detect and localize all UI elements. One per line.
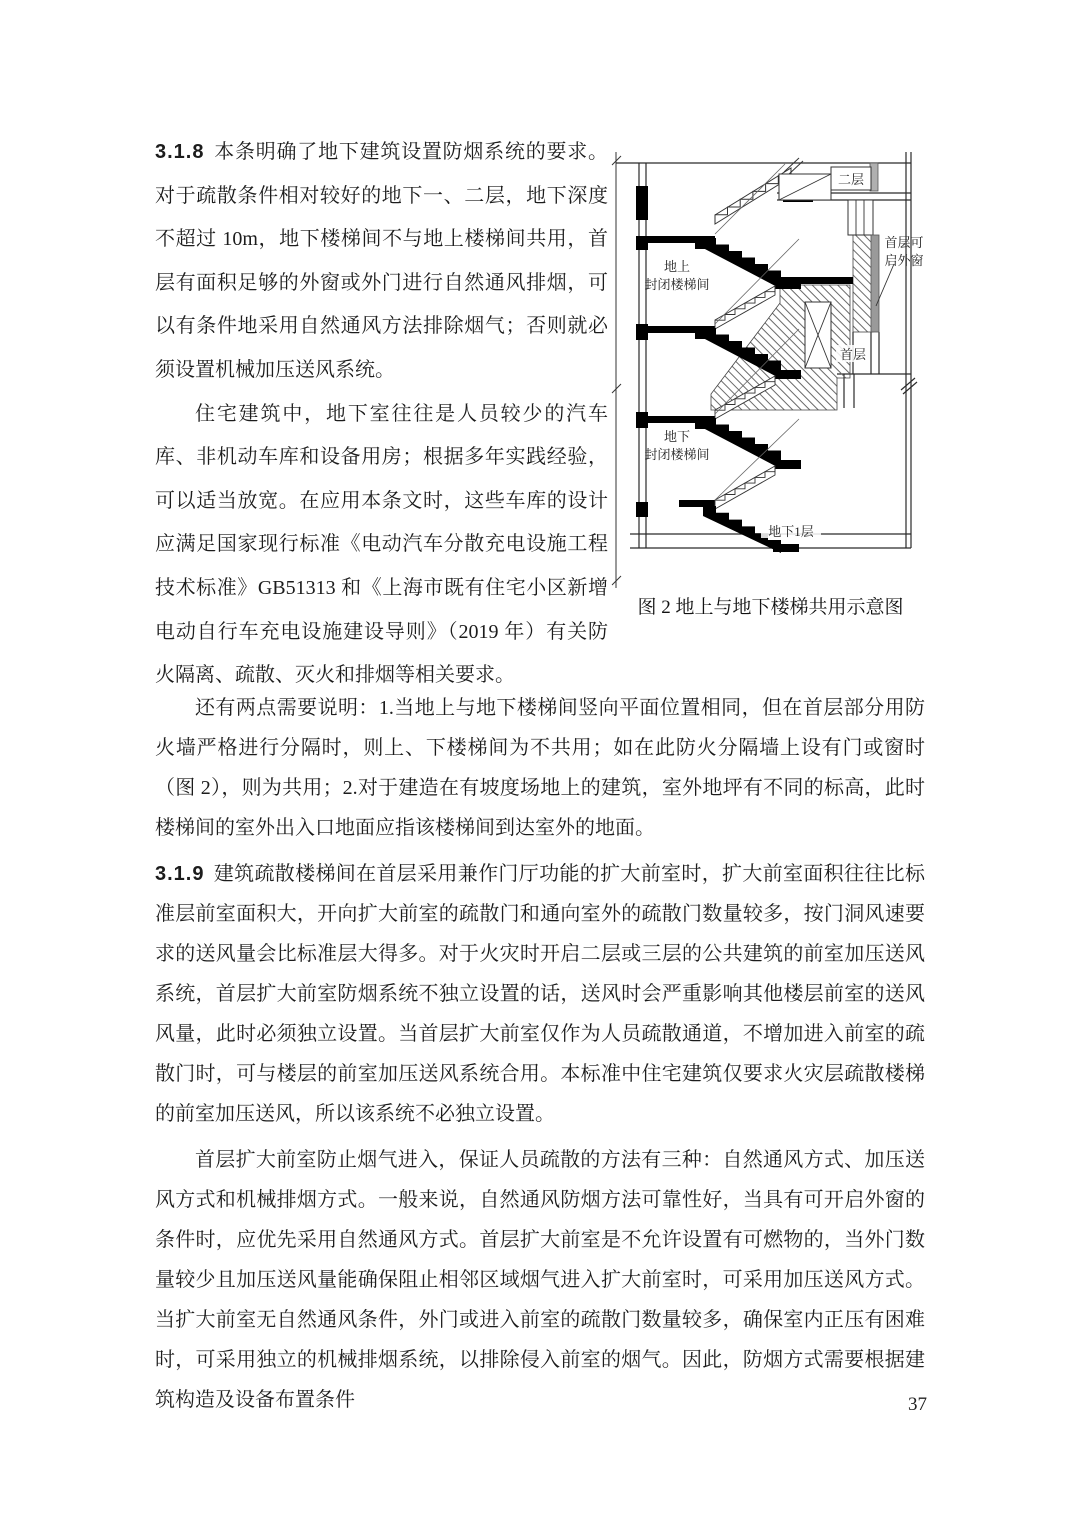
clause-319-paragraph-2: 首层扩大前室防止烟气进入，保证人员疏散的方法有三种：自然通风方式、加压送风方式和机械排烟方式。一般来说，自然通风防烟方法可靠性好，当具有可开启外窗的条件时，应优先采用自然通风方式。首层扩大前室是不允许设置有可燃物的，当外门数量较少且加压送风量能确保阻止相邻区域烟气进入扩大前室时，可采用加压送风方式。当扩大前室无自然通风条件，外门或进入前室的疏散门数量较多，确保室内正压有困难时，可采用独立的机械排烟系统，以排除侵入前室的烟气。因此，防烟方式需要根据建筑构造及设备布置条件 [155, 1149, 925, 1411]
clause-318-paragraph-3: 还有两点需要说明：1.当地上与地下楼梯间竖向平面位置相同，但在首层部分用防火墙严格进行分隔时，则上、下楼梯间为不共用；如在此防火分隔墙上设有门或窗时（图 2），则为共用；2.对于建造在有坡度场地上的建筑，室外地坪有不同的标高，此时楼梯间的室外出入口地面应指该楼梯间到达室外的地面。 [155, 697, 925, 839]
clause-number-319: 3.1.9 [155, 863, 205, 885]
hatched-wall [853, 235, 873, 332]
figure-2 [603, 148, 938, 599]
label-above-stair-2: 封闭楼梯间 [644, 277, 710, 292]
label-below-stair-2: 封闭楼梯间 [644, 447, 710, 462]
label-openable-window-2: 启外窗 [884, 253, 924, 268]
clause-number-318: 3.1.8 [155, 141, 205, 163]
label-openable-window-1: 首层可 [884, 235, 924, 250]
label-below-stair-1: 地下 [663, 429, 691, 444]
figure-caption: 图 2 地上与地下楼梯共用示意图 [637, 597, 904, 618]
main-text [155, 688, 925, 1420]
dimension-line [612, 152, 621, 588]
page-number: 37 [908, 1394, 927, 1415]
label-basement: 地下1层 [768, 524, 814, 539]
door-elevation [805, 302, 831, 368]
second-floor-window [848, 200, 873, 235]
clause-319-text: 建筑疏散楼梯间在首层采用兼作门厅功能的扩大前室时，扩大前室面积往往比标准层前室面积大，开向扩大前室的疏散门和通向室外的疏散门数量较多，按门洞风速要求的送风量会比标准层大得多。对于火灾时开启二层或三层的公共建筑的前室加压送风系统，首层扩大前室防烟系统不独立设置的话，送风时会严重影响其他楼层前室的送风风量，此时必须独立设置。当首层扩大前室仅作为人员疏散通道，不增加进入前室的疏散门时，可与楼层的前室加压送风系统合用。本标准中住宅建筑仅要求火灾层疏散楼梯的前室加压送风，所以该系统不必独立设置。 [155, 863, 925, 1125]
upper-door [779, 174, 831, 200]
label-above-stair-1: 地上 [663, 259, 691, 274]
clause-318-text: 本条明确了地下建筑设置防烟系统的要求。对于疏散条件相对较好的地下一、二层，地下深度不超过 10m，地下楼梯间不与地上楼梯间共用，首层有面积足够的外窗或外门进行自然通风排烟，可以有条件地采用自然通风方法排除烟气；否则就必须设置机械加压送风系统。 [155, 141, 608, 381]
left-text-column [155, 131, 608, 698]
label-first-floor: 首层 [839, 347, 867, 362]
stair-section-diagram [603, 148, 933, 594]
clause-318-paragraph-2: 住宅建筑中，地下室往往是人员较少的汽车库、非机动车库和设备用房；根据多年实践经验，可以适当放宽。在应用本条文时，这些车库的设计应满足国家现行标准《电动汽车分散充电设施工程技术标准》GB51313 和《上海市既有住宅小区新增电动自行车充电设施建设导则》（2019 年）有关防火隔离、疏散、灭火和排烟等相关要求。 [155, 402, 608, 687]
label-second-floor: 二层 [837, 172, 865, 187]
openable-window-icon [871, 235, 879, 332]
clause-3-1-9-paragraph [155, 854, 925, 1134]
clause-3-1-8-paragraph [155, 131, 608, 393]
